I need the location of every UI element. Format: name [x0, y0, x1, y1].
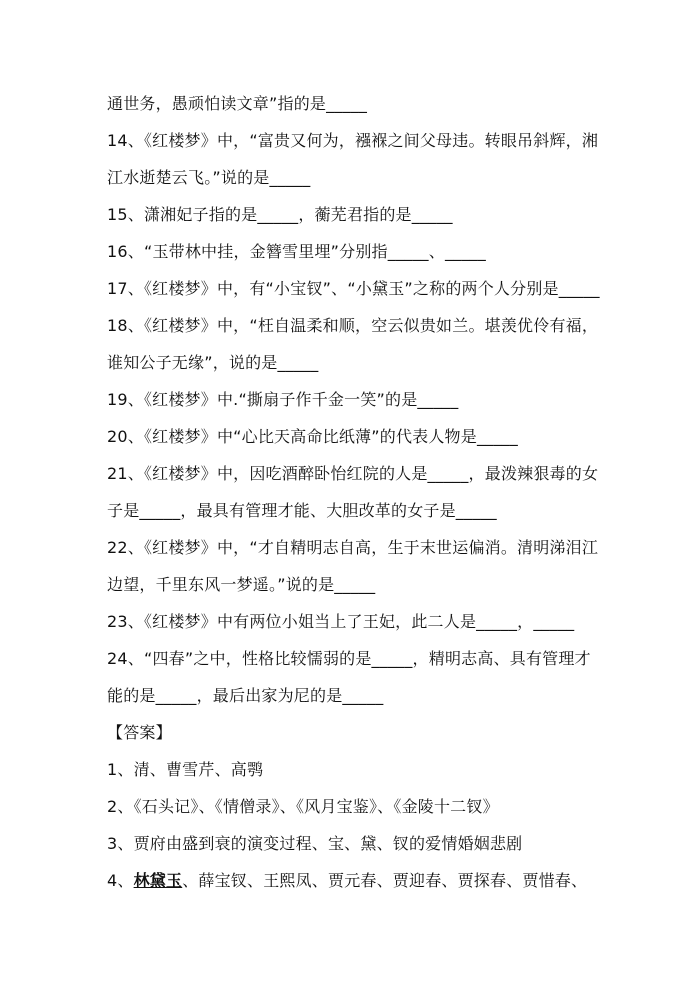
question-15: 15、潇湘妃子指的是_____，蘅芜君指的是_____ — [107, 205, 453, 224]
question-18-line-2: 谁知公子无缘”，说的是_____ — [107, 353, 319, 372]
answers-heading: 【答案】 — [107, 723, 172, 742]
question-22-line-2: 边望，千里东风一梦遥。”说的是_____ — [107, 575, 376, 594]
question-14-line-1: 14、《红楼梦》中，“富贵又何为，襁褓之间父母违。转眼吊斜辉，湘 — [107, 131, 599, 150]
answer-4-highlight: 林黛玉 — [133, 871, 183, 890]
answer-4-prefix: 4、 — [107, 871, 134, 890]
question-14-line-2: 江水逝楚云飞。”说的是_____ — [107, 168, 311, 187]
question-20: 20、《红楼梦》中“心比天高命比纸薄”的代表人物是_____ — [107, 427, 518, 446]
answer-4 — [107, 871, 587, 891]
question-21-line-2: 子是_____，最具有管理才能、大胆改革的女子是_____ — [107, 501, 497, 520]
question-19: 19、《红楼梦》中.“撕扇子作千金一笑”的是_____ — [107, 390, 459, 409]
question-24-line-1: 24、“四春”之中，性格比较懦弱的是_____，精明志高、具有管理才 — [107, 649, 591, 668]
question-17: 17、《红楼梦》中，有“小宝钗”、“小黛玉”之称的两个人分别是_____ — [107, 279, 600, 298]
answer-2: 2、《石头记》、《情僧录》、《风月宝鉴》、《金陵十二钗》 — [107, 797, 499, 816]
question-18-line-1: 18、《红楼梦》中，“枉自温柔和顺，空云似贵如兰。堪羡优伶有福， — [107, 316, 599, 335]
answer-3: 3、贾府由盛到衰的演变过程、宝、黛、钗的爱情婚姻悲剧 — [107, 834, 523, 853]
answer-1: 1、清、曹雪芹、高鹗 — [107, 760, 264, 779]
question-21-line-1: 21、《红楼梦》中，因吃酒醉卧怡红院的人是_____，最泼辣狠毒的女 — [107, 464, 599, 483]
question-23: 23、《红楼梦》中有两位小姐当上了王妃，此二人是_____，_____ — [107, 612, 575, 631]
question-16: 16、“玉带林中挂，金簪雪里埋”分别指_____、_____ — [107, 242, 486, 261]
question-22-line-1: 22、《红楼梦》中，“才自精明志自高，生于末世运偏消。清明涕泪江 — [107, 538, 599, 557]
answer-4-rest: 、薛宝钗、王熙凤、贾元春、贾迎春、贾探春、贾惜春、 — [182, 871, 588, 890]
question-13-continuation: 通世务，愚顽怕读文章”指的是_____ — [107, 94, 368, 113]
question-24-line-2: 能的是_____，最后出家为尼的是_____ — [107, 686, 384, 705]
